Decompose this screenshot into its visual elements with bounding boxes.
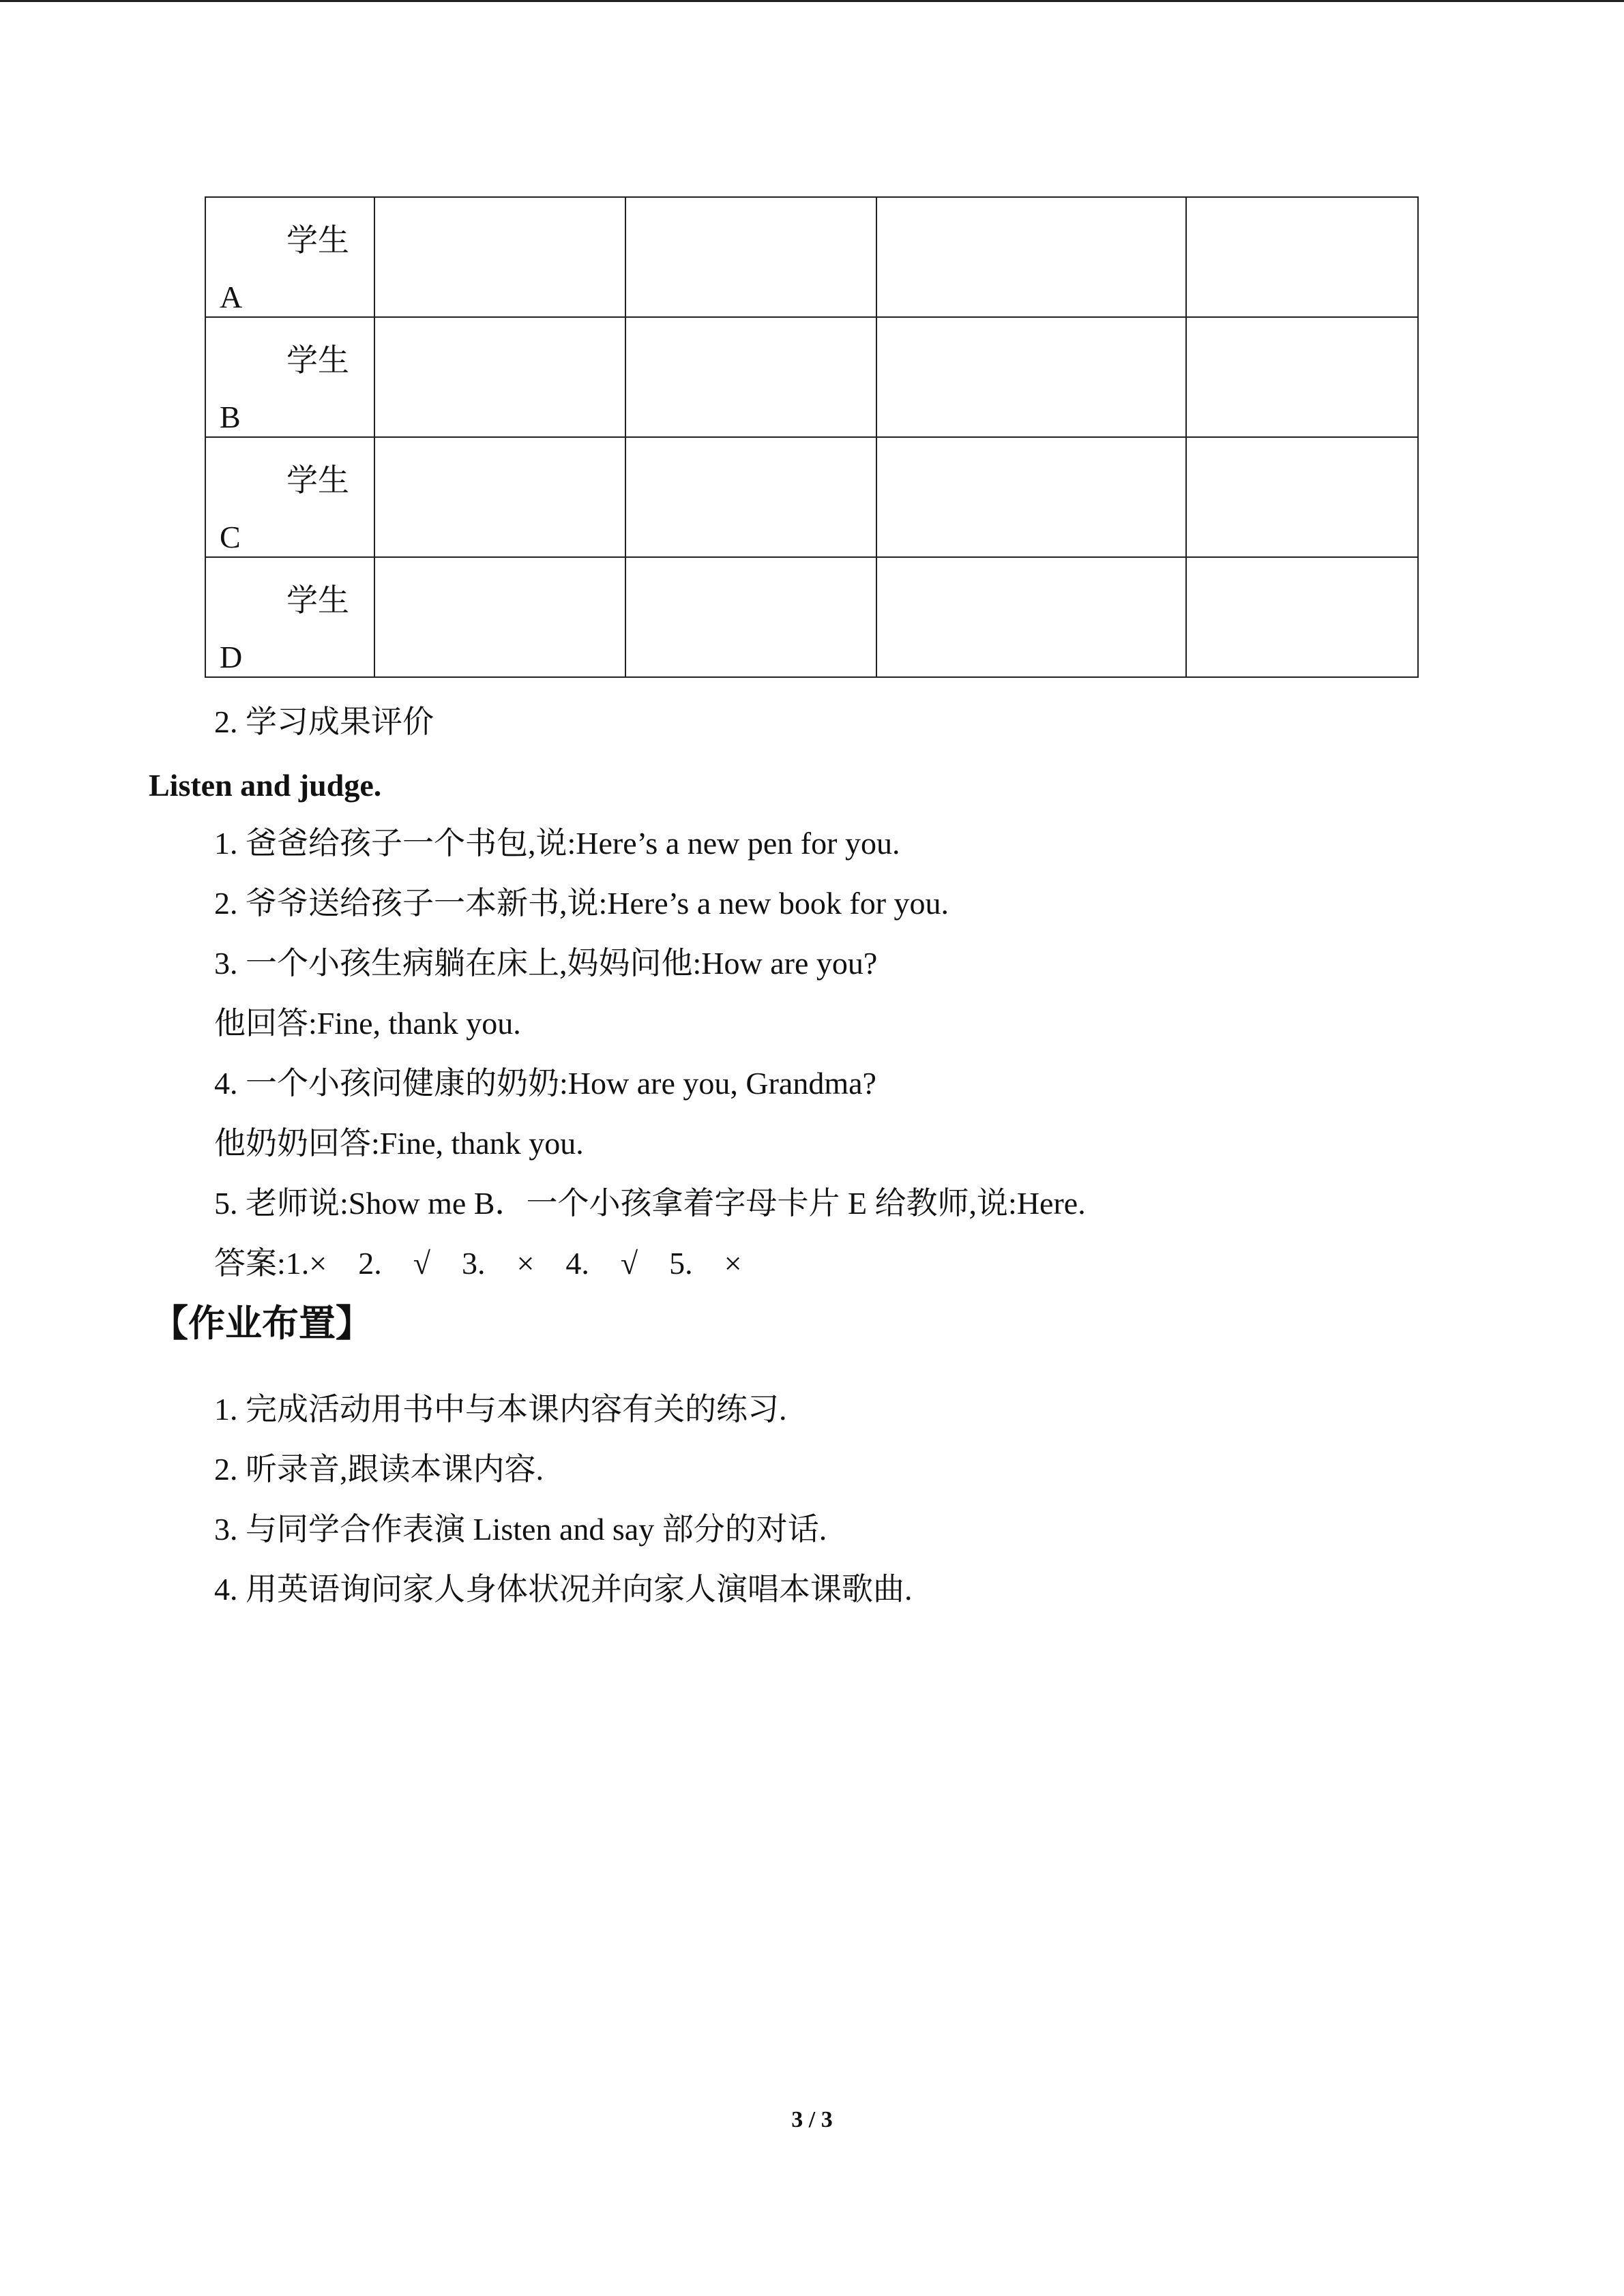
exercise-item-4-answer: 他奶奶回答:Fine, thank you. [214, 1126, 584, 1161]
exercise-item-2: 2. 爷爷送给孩子一本新书,说:Here’s a new book for you. [214, 886, 949, 921]
table-cell [374, 197, 625, 317]
table-cell [1186, 557, 1418, 677]
page-top-border [0, 0, 1624, 2]
homework-item-2: 2. 听录音,跟读本课内容. [214, 1452, 544, 1487]
homework-item-3: 3. 与同学合作表演 Listen and say 部分的对话. [214, 1512, 827, 1547]
student-label: 学生 [286, 583, 349, 618]
table-cell [876, 317, 1186, 437]
student-letter: B [220, 400, 241, 434]
homework-title: 【作业布置】 [151, 1302, 372, 1345]
homework-item-4: 4. 用英语询问家人身体状况并向家人演唱本课歌曲. [214, 1572, 913, 1607]
student-label: 学生 [286, 223, 349, 258]
table-cell [1186, 437, 1418, 557]
table-cell [374, 437, 625, 557]
student-label-cell [205, 437, 374, 557]
table-row [205, 197, 1418, 317]
exercise-item-1: 1. 爸爸给孩子一个书包,说:Here’s a new pen for you. [214, 826, 900, 861]
table-cell [374, 557, 625, 677]
evaluation-table [205, 196, 1419, 678]
homework-item-1: 1. 完成活动用书中与本课内容有关的练习. [214, 1392, 787, 1427]
student-label: 学生 [286, 343, 349, 378]
student-label-cell [205, 317, 374, 437]
table-cell [876, 557, 1186, 677]
table-row [205, 557, 1418, 677]
table-cell [876, 437, 1186, 557]
table-cell [1186, 317, 1418, 437]
table-cell [876, 197, 1186, 317]
table-cell [374, 317, 625, 437]
student-letter: A [220, 280, 243, 314]
answer-key: 答案:1.× 2. √ 3. × 4. √ 5. × [214, 1246, 742, 1281]
page-number: 3 / 3 [791, 2107, 833, 2132]
exercise-title: Listen and judge. [149, 768, 382, 803]
section-2-title: 2. 学习成果评价 [214, 704, 434, 739]
student-label-cell [205, 197, 374, 317]
table-cell [625, 197, 876, 317]
student-letter: D [220, 640, 243, 674]
table-cell [1186, 197, 1418, 317]
table-row [205, 437, 1418, 557]
exercise-item-3-answer: 他回答:Fine, thank you. [214, 1006, 521, 1041]
exercise-item-4: 4. 一个小孩问健康的奶奶:How are you, Grandma? [214, 1066, 876, 1101]
student-letter: C [220, 520, 241, 554]
table-row [205, 317, 1418, 437]
student-label: 学生 [286, 463, 349, 498]
table-cell [625, 437, 876, 557]
table-cell [625, 317, 876, 437]
exercise-item-3: 3. 一个小孩生病躺在床上,妈妈问他:How are you? [214, 946, 878, 981]
student-label-cell [205, 557, 374, 677]
table-cell [625, 557, 876, 677]
exercise-item-5: 5. 老师说:Show me B．一个小孩拿着字母卡片 E 给教师,说:Here. [214, 1186, 1086, 1221]
